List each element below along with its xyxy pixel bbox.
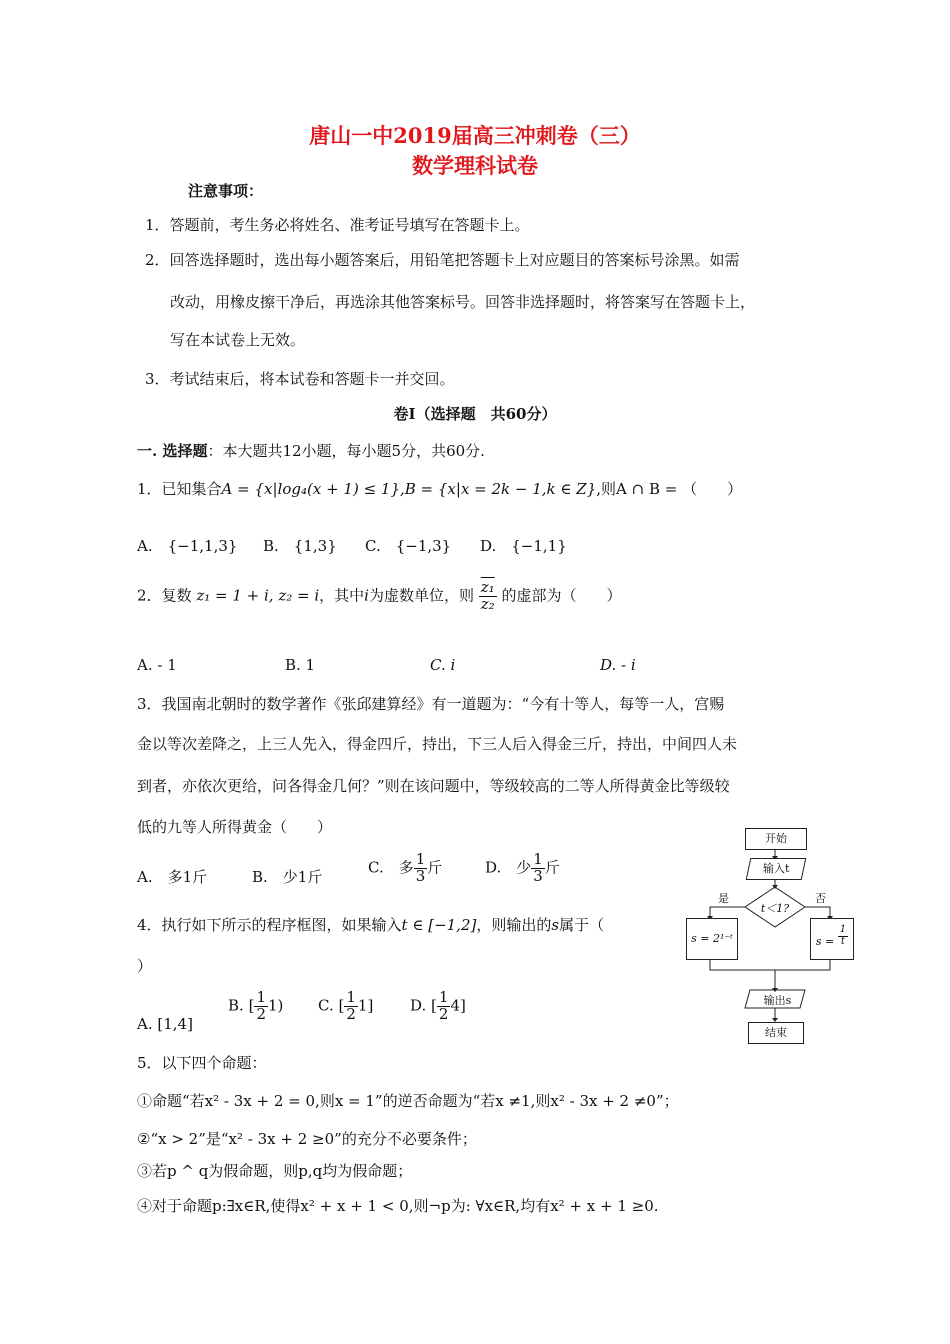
flowchart-yes-label: 是 — [718, 892, 729, 905]
q4-d-num: 1 — [438, 988, 449, 1006]
q4-b-num: 1 — [256, 988, 266, 1006]
section-title: 卷Ⅰ（选择题 共60分） — [393, 405, 557, 423]
q2-text: 为虚数单位，则 — [368, 586, 474, 605]
q2-prefix: 2．复数 — [137, 586, 192, 605]
q4-b-bracket: [ — [248, 996, 255, 1015]
q4-option-c — [318, 990, 373, 1023]
notice-item-3: 3．考试结束后，将本试卷和答题卡一并交回。 — [145, 370, 455, 388]
q1-prefix: 1．已知集合 — [137, 480, 222, 498]
section-heading — [137, 440, 485, 461]
flowchart-start: 开始 — [745, 828, 807, 850]
q3-option-b: B. 少1斤 — [252, 868, 323, 886]
flowchart-input — [746, 858, 807, 880]
flowchart-output: 输出s — [763, 994, 792, 1007]
q2-option-a: A. - 1 — [137, 656, 177, 674]
flowchart-left-box: s = 2¹⁻ᵗ — [686, 918, 738, 960]
q4-d-fraction — [437, 990, 451, 1023]
question-2 — [137, 580, 622, 613]
q4-b-fraction — [254, 990, 268, 1023]
q1-option-d: D. {−1,1} — [480, 537, 567, 555]
q2-middle: ，其中 — [319, 586, 365, 605]
q2-formula: z₁ = 1 + i, z₂ = i — [196, 586, 320, 605]
notice-item-2-line-1: 2．回答选择题时，选出每小题答案后，用铅笔把答题卡上对应题目的答案标号涂黑。如需 — [145, 251, 740, 269]
q4-option-a: A. [1,4] — [137, 1015, 193, 1033]
q5-proposition-2: ②“x > 2”是“x² - 3x + 2 ≥0”的充分不必要条件； — [137, 1130, 477, 1148]
q3-option-a: A. 多1斤 — [137, 868, 208, 886]
q1-formula: A = {x|log₄(x + 1) ≤ 1},B = {x|x = 2k − 1,k ∈ Z} — [221, 480, 597, 498]
q4-c-den: 2 — [346, 1004, 356, 1023]
q3-line-2: 金以等次差降之，上三人先入，得金四斤，持出，下三人后入得金三斤，持出，中间四人未 — [137, 735, 738, 753]
q1-option-c: C. {−1,3} — [365, 537, 452, 555]
q2-option-c: C. i — [430, 656, 456, 674]
q2-suffix: 的虚部为（ ） — [501, 586, 622, 605]
q3-option-c-fraction — [414, 852, 428, 885]
flowchart-right-fraction — [838, 925, 848, 947]
notice-heading: 注意事项： — [188, 182, 264, 200]
q4-c-num: 1 — [346, 988, 356, 1006]
q3-c-unit: 斤 — [427, 858, 443, 877]
notice-item-2-line-2: 改动，用橡皮擦干净后，再选涂其他答案标号。回答非选择题时，将答案写在答题卡上， — [170, 293, 756, 311]
q3-d-unit: 斤 — [544, 858, 560, 877]
q4-b-den: 2 — [256, 1004, 266, 1023]
q4-d-bracket: [ — [431, 996, 437, 1015]
q4-c-tail: 1] — [357, 996, 374, 1015]
question-4 — [137, 914, 604, 935]
flowchart-no-label: 否 — [815, 892, 826, 905]
flowchart-right-pre: s = — [815, 935, 835, 948]
section-heading-label: 一. 选择题 — [137, 442, 208, 460]
q4-suffix: 属于（ — [559, 916, 605, 934]
q2-imag-unit: i — [364, 586, 369, 605]
q5-title: 5．以下四个命题： — [137, 1054, 267, 1072]
q4-prefix: 4．执行如下所示的程序框图，如果输入 — [137, 916, 402, 934]
notice-item-1: 1．答题前，考生务必将姓名、准考证号填写在答题卡上。 — [145, 216, 530, 234]
exam-title: 唐山一中2019届高三冲刺卷（三） — [309, 123, 641, 148]
q4-c-bracket: [ — [338, 996, 345, 1015]
q2-frac-num: z₁ — [480, 578, 495, 596]
q4-middle: ，则输出的 — [476, 916, 552, 934]
q2-frac-den: z₂ — [480, 594, 495, 613]
q5-proposition-4: ④对于命题p:∃x∈R,使得x² + x + 1 < 0,则¬p为: ∀x∈R,均有x² + x + 1 ≥0. — [137, 1197, 659, 1215]
q4-d-tail: 4] — [450, 996, 466, 1015]
q3-option-c — [368, 852, 442, 885]
q3-line-1: 3．我国南北朝时的数学著作《张邱建算经》有一道题为：“今有十等人，每等一人，宫赐 — [137, 695, 725, 713]
flowchart-condition: t＜1? — [760, 902, 790, 915]
flowchart-right-num: 1 — [839, 924, 847, 935]
q4-b-tail: 1) — [267, 996, 284, 1015]
q3-option-d — [485, 852, 560, 885]
q4-formula: t ∈ [−1,2] — [401, 916, 477, 934]
q3-c-num: 1 — [415, 850, 426, 868]
q4-s: s — [551, 916, 560, 934]
q4-d-den: 2 — [438, 1004, 449, 1023]
q4-option-b-label: B. — [228, 996, 244, 1015]
q3-c-den: 3 — [415, 866, 426, 885]
q5-proposition-3: ③若p ^ q为假命题，则p,q均为假命题； — [137, 1162, 413, 1180]
exam-subtitle: 数学理科试卷 — [412, 153, 538, 178]
q4-option-b — [228, 990, 283, 1023]
q3-d-den: 3 — [533, 866, 543, 885]
flowchart-right-box — [810, 918, 854, 960]
q2-fraction — [479, 580, 497, 613]
q3-option-c-label: C. 多 — [368, 858, 414, 877]
program-flowchart — [680, 820, 870, 1050]
q2-option-b: B. 1 — [285, 656, 316, 674]
q4-option-d — [410, 990, 466, 1023]
q3-d-num: 1 — [533, 850, 543, 868]
q3-option-d-label: D. 少 — [485, 858, 532, 877]
notice-item-2-line-3: 写在本试卷上无效。 — [170, 331, 306, 349]
question-1 — [137, 478, 742, 499]
flowchart-end: 结束 — [748, 1022, 804, 1044]
section-heading-rest: ：本大题共12小题，每小题5分，共60分. — [207, 442, 485, 460]
q1-option-b: B. {1,3} — [263, 537, 337, 555]
q4-option-c-label: C. — [318, 996, 334, 1015]
q3-line-4: 低的九等人所得黄金（ ） — [137, 818, 333, 836]
q1-option-a: A. {−1,1,3} — [137, 537, 238, 555]
q3-line-3: 到者，亦依次更给，问各得金几何？”则在该问题中，等级较高的二等人所得黄金比等级较 — [137, 777, 730, 795]
q4-c-fraction — [344, 990, 358, 1023]
q1-suffix: ,则A ∩ B = （ ） — [596, 480, 743, 498]
flowchart-input-label: 输入t — [762, 862, 790, 875]
q3-option-d-fraction — [531, 852, 545, 885]
q5-proposition-1: ①命题“若x² - 3x + 2 = 0,则x = 1”的逆否命题为“若x ≠1,则x² - 3x + 2 ≠0”； — [137, 1092, 679, 1110]
q4-line-2: ） — [137, 957, 153, 975]
q4-option-d-label: D. — [410, 996, 427, 1015]
flowchart-right-den: t — [840, 935, 845, 947]
q2-option-d: D. - i — [600, 656, 636, 674]
